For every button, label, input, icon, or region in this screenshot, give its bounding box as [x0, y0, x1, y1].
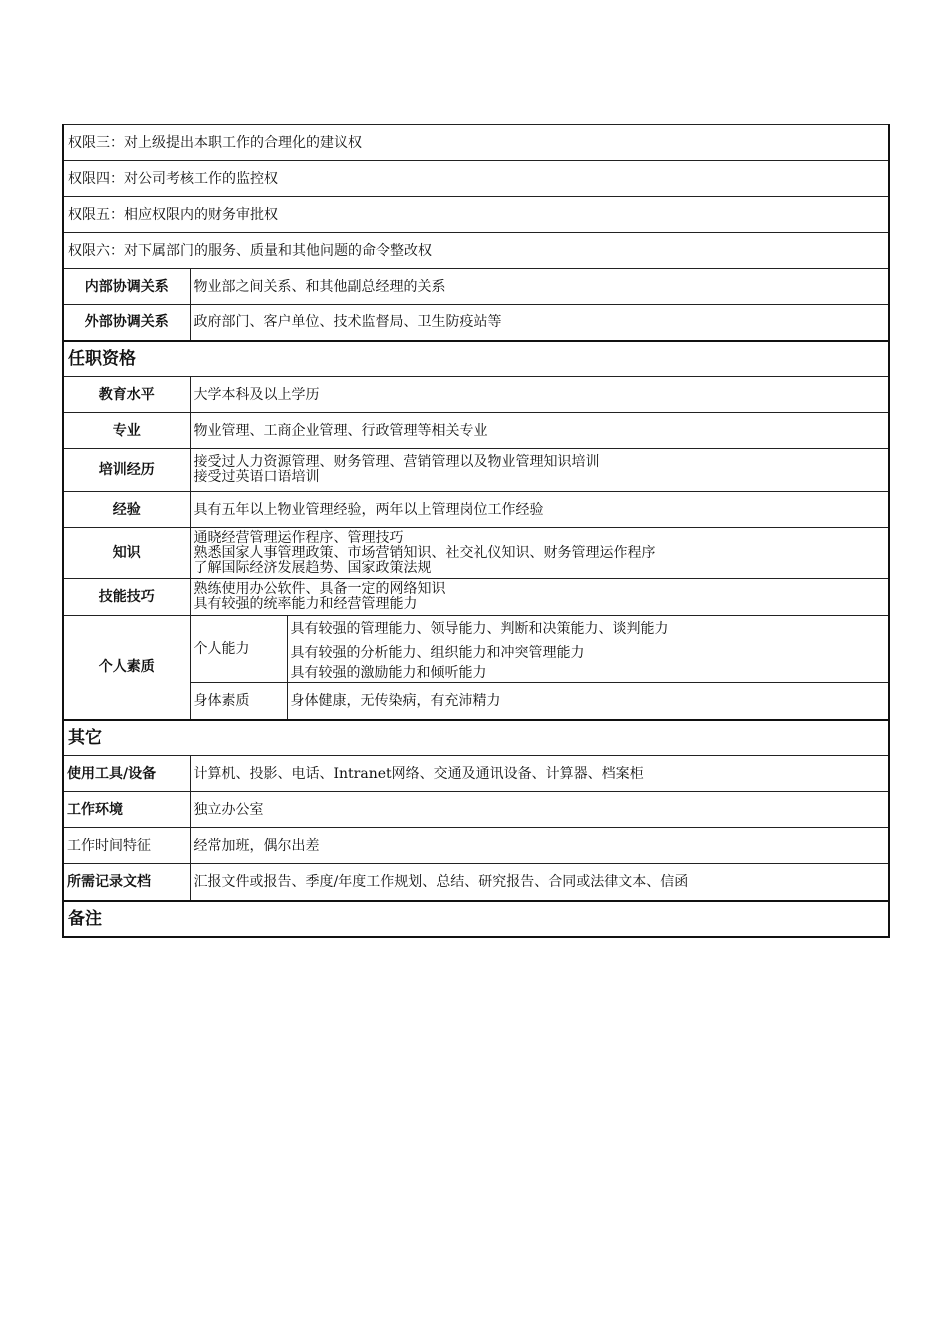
- training-line: 接受过人力资源管理、财务管理、营销管理以及物业管理知识培训: [193, 454, 600, 470]
- experience-label: 经验: [63, 492, 190, 528]
- training-line: 接受过英语口语培训: [193, 469, 320, 485]
- external-coordination-label: 外部协调关系: [63, 305, 190, 341]
- health-value: 身体健康，无传染病，有充沛精力: [287, 683, 889, 720]
- ability-line: 具有较强的激励能力和倾听能力: [290, 665, 487, 681]
- education-value: 大学本科及以上学历: [190, 377, 889, 413]
- skills-label: 技能技巧: [63, 579, 190, 616]
- documents-row: [63, 864, 889, 901]
- knowledge-value: [190, 528, 889, 579]
- job-description-sheet: [62, 124, 888, 938]
- tools-label: 使用工具/设备: [63, 756, 190, 792]
- other-header-row: [63, 720, 889, 756]
- authority-row: [63, 197, 889, 233]
- external-coordination-row: [63, 305, 889, 341]
- tools-row: [63, 756, 889, 792]
- personal-quality-label: 个人素质: [63, 616, 190, 720]
- major-value: 物业管理、工商企业管理、行政管理等相关专业: [190, 413, 889, 449]
- knowledge-line: 了解国际经济发展趋势、国家政策法规: [193, 559, 432, 576]
- tools-value: 计算机、投影、电话、Intranet网络、交通及通讯设备、计算器、档案柜: [190, 756, 889, 792]
- job-description-table: [62, 124, 890, 938]
- ability-line: 具有较强的分析能力、组织能力和冲突管理能力: [290, 645, 585, 661]
- training-label: 培训经历: [63, 449, 190, 492]
- environment-row: [63, 792, 889, 828]
- documents-value: 汇报文件或报告、季度/年度工作规划、总结、研究报告、合同或法律文本、信函: [190, 864, 889, 901]
- other-section-title: 其它: [63, 720, 889, 756]
- major-label: 专业: [63, 413, 190, 449]
- training-value: [190, 449, 889, 492]
- experience-row: [63, 492, 889, 528]
- education-label: 教育水平: [63, 377, 190, 413]
- authority-row: [63, 125, 889, 161]
- knowledge-label: 知识: [63, 528, 190, 579]
- internal-coordination-row: [63, 269, 889, 305]
- qualifications-header-row: [63, 341, 889, 377]
- skills-line: 具有较强的统率能力和经营管理能力: [193, 596, 418, 612]
- authority-4: 权限四：对公司考核工作的监控权: [63, 161, 889, 197]
- authority-3: 权限三：对上级提出本职工作的合理化的建议权: [63, 125, 889, 161]
- education-row: [63, 377, 889, 413]
- authority-6: 权限六：对下属部门的服务、质量和其他问题的命令整改权: [63, 233, 889, 269]
- remarks-section-title: 备注: [63, 901, 889, 937]
- ability-value: [287, 616, 889, 683]
- knowledge-row: [63, 528, 889, 579]
- skills-line: 熟练使用办公软件、具备一定的网络知识: [193, 581, 446, 597]
- external-coordination-value: 政府部门、客户单位、技术监督局、卫生防疫站等: [190, 305, 889, 341]
- environment-label: 工作环境: [63, 792, 190, 828]
- authority-5: 权限五：相应权限内的财务审批权: [63, 197, 889, 233]
- worktime-row: [63, 828, 889, 864]
- worktime-value: 经常加班，偶尔出差: [190, 828, 889, 864]
- internal-coordination-value: 物业部之间关系、和其他副总经理的关系: [190, 269, 889, 305]
- training-row: [63, 449, 889, 492]
- major-row: [63, 413, 889, 449]
- personal-ability-row: [63, 616, 889, 683]
- health-label: 身体素质: [190, 683, 287, 720]
- ability-label: 个人能力: [190, 616, 287, 683]
- skills-value: [190, 579, 889, 616]
- worktime-label: 工作时间特征: [63, 828, 190, 864]
- qualifications-section-title: 任职资格: [63, 341, 889, 377]
- remarks-header-row: [63, 901, 889, 937]
- environment-value: 独立办公室: [190, 792, 889, 828]
- ability-line: 具有较强的管理能力、领导能力、判断和决策能力、谈判能力: [290, 621, 669, 637]
- knowledge-line: 熟悉国家人事管理政策、市场营销知识、社交礼仪知识、财务管理运作程序: [193, 544, 656, 561]
- internal-coordination-label: 内部协调关系: [63, 269, 190, 305]
- authority-row: [63, 233, 889, 269]
- documents-label: 所需记录文档: [63, 864, 190, 901]
- experience-value: 具有五年以上物业管理经验，两年以上管理岗位工作经验: [190, 492, 889, 528]
- authority-row: [63, 161, 889, 197]
- skills-row: [63, 579, 889, 616]
- knowledge-line: 通晓经营管理运作程序、管理技巧: [193, 529, 404, 546]
